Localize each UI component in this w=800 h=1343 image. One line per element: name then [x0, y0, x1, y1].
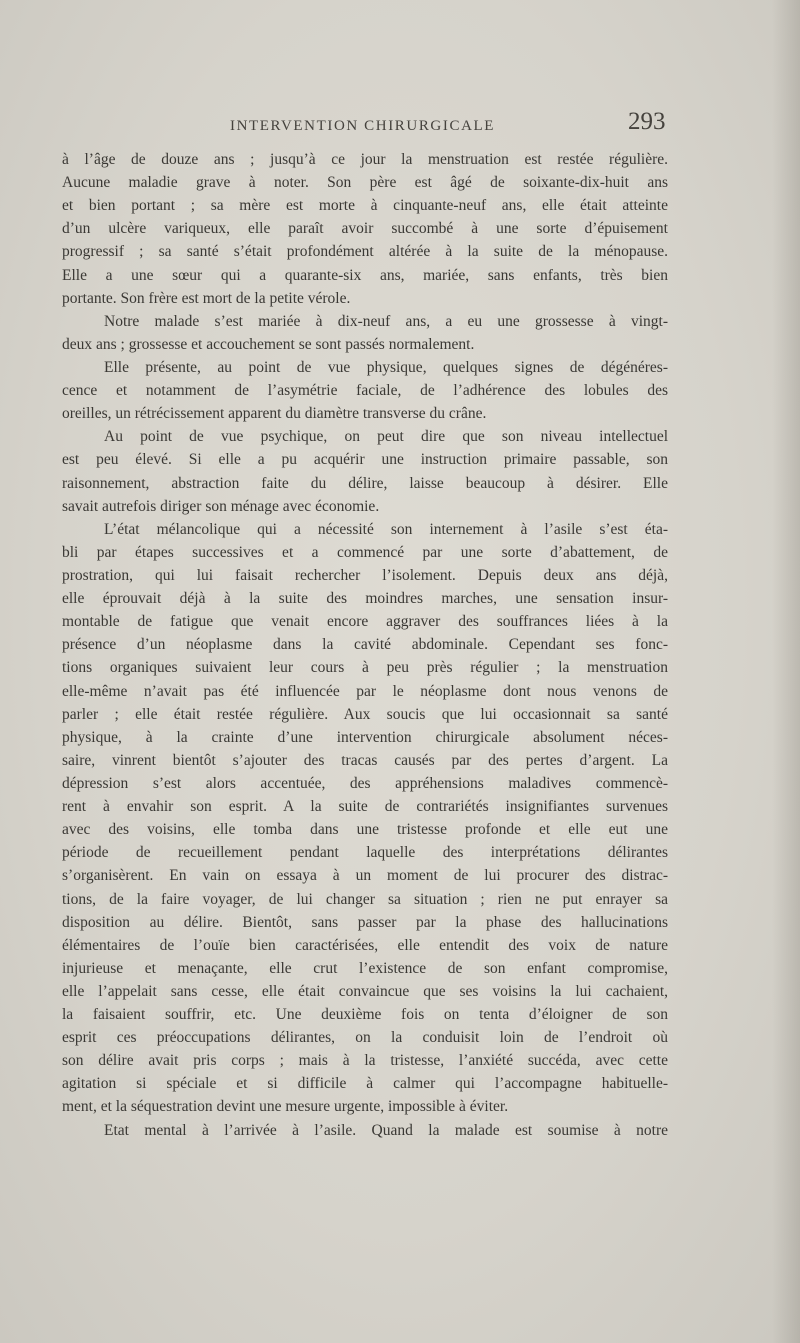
text-line: d’un ulcère variqueux, elle paraît avoir succombé à une sorte d’épuisement [62, 220, 668, 238]
text-line: élémentaires de l’ouïe bien caractérisées, elle entendit des voix de nature [62, 936, 668, 954]
text-line: dépression s’est alors accentuée, des appréhensions maladives commencè- [62, 774, 668, 792]
text-line: bli par étapes successives et a commencé par une sorte d’abattement, de [62, 543, 668, 561]
text-line: Notre malade s’est mariée à dix-neuf ans, a eu une grossesse à vingt- [104, 312, 668, 330]
body-text [62, 148, 668, 1142]
text-line: cence et notamment de l’asymétrie faciale, de l’adhérence des lobules des [62, 382, 668, 400]
text-line: Elle a une sœur qui a quarante-six ans, mariée, sans enfants, très bien [62, 266, 668, 284]
running-head [0, 108, 800, 148]
text-line: agitation si spéciale et si difficile à calmer qui l’accompagne habituelle- [62, 1075, 668, 1093]
text-line: elle-même n’avait pas été influencée par le néoplasme dont nous venons de [62, 682, 668, 700]
text-line: parler ; elle était restée régulière. Aux soucis que lui occasionnait sa santé [62, 705, 668, 723]
text-line: Au point de vue psychique, on peut dire que son niveau intellectuel [104, 428, 668, 446]
text-line: présence d’un néoplasme dans la cavité abdominale. Cependant ses fonc- [62, 636, 668, 654]
text-line: prostration, qui lui faisait rechercher l’isolement. Depuis deux ans déjà, [62, 566, 668, 584]
text-line: à l’âge de douze ans ; jusqu’à ce jour la menstruation est restée régulière. [62, 151, 668, 168]
text-line: est peu élevé. Si elle a pu acquérir une instruction primaire passable, son [62, 451, 668, 469]
page-edge-shadow [772, 0, 800, 1343]
text-line: et bien portant ; sa mère est morte à cinquante-neuf ans, elle était atteinte [62, 197, 668, 215]
text-line: tions organiques suivaient leur cours à peu près régulier ; la menstruation [62, 659, 668, 677]
text-line: son délire avait pris corps ; mais à la tristesse, l’anxiété succéda, avec cette [62, 1052, 668, 1070]
text-line: saire, vinrent bientôt s’ajouter des tracas causés par des pertes d’argent. La [62, 751, 668, 769]
text-line: elle l’appelait sans cesse, elle était convaincue que ses voisins la lui cachaient, [62, 982, 668, 1000]
text-line: esprit ces préoccupations délirantes, on la conduisit loin de l’endroit où [62, 1029, 668, 1047]
text-line: progressif ; sa santé s’était profondément altérée à la suite de la ménopause. [62, 243, 668, 261]
text-line: raisonnement, abstraction faite du délire, laisse beaucoup à désirer. Elle [62, 474, 668, 492]
text-line: oreilles, un rétrécissement apparent du diamètre transverse du crâne. [62, 405, 487, 423]
text-line: savait autrefois diriger son ménage avec économie. [62, 497, 380, 515]
text-line: deux ans ; grossesse et accouchement se sont passés normalement. [62, 335, 475, 353]
text-line: Elle présente, au point de vue physique, quelques signes de dégénéres- [104, 358, 668, 376]
text-line: L’état mélancolique qui a nécessité son internement à l’asile s’est éta- [104, 520, 668, 538]
text-line: portante. Son frère est mort de la petite vérole. [62, 289, 351, 307]
text-line: la faisaient souffrir, etc. Une deuxième fois on tenta d’éloigner de son [62, 1006, 668, 1024]
text-line: tions, de la faire voyager, de lui changer sa situation ; rien ne put enrayer sa [62, 890, 668, 908]
text-line: s’organisèrent. En vain on essaya à un moment de lui procurer des distrac- [62, 867, 668, 885]
text-line: rent à envahir son esprit. A la suite de contrariétés insignifiantes survenues [62, 798, 668, 816]
text-line: Etat mental à l’arrivée à l’asile. Quand la malade est soumise à notre [104, 1121, 668, 1139]
text-line: période de recueillement pendant laquelle des interprétations délirantes [62, 844, 668, 862]
text-line: ment, et la séquestration devint une mesure urgente, impossible à éviter. [62, 1098, 509, 1116]
text-line: elle éprouvait déjà à la suite des moindres marches, une sensation insur- [62, 590, 668, 608]
text-line: avec des voisins, elle tomba dans une tristesse profonde et elle eut une [62, 821, 668, 839]
page-number: 293 [628, 108, 666, 135]
text-line: Aucune maladie grave à noter. Son père est âgé de soixante-dix-huit ans [62, 174, 668, 192]
running-title: INTERVENTION CHIRURGICALE [230, 118, 496, 134]
text-line: injurieuse et menaçante, elle crut l’existence de son enfant compromise, [62, 959, 668, 977]
text-line: montable de fatigue que venait encore aggraver des souffrances liées à la [62, 613, 668, 631]
text-line: disposition au délire. Bientôt, sans passer par la phase des hallucinations [62, 913, 668, 931]
text-line: physique, à la crainte d’une intervention chirurgicale absolument néces- [62, 728, 668, 746]
